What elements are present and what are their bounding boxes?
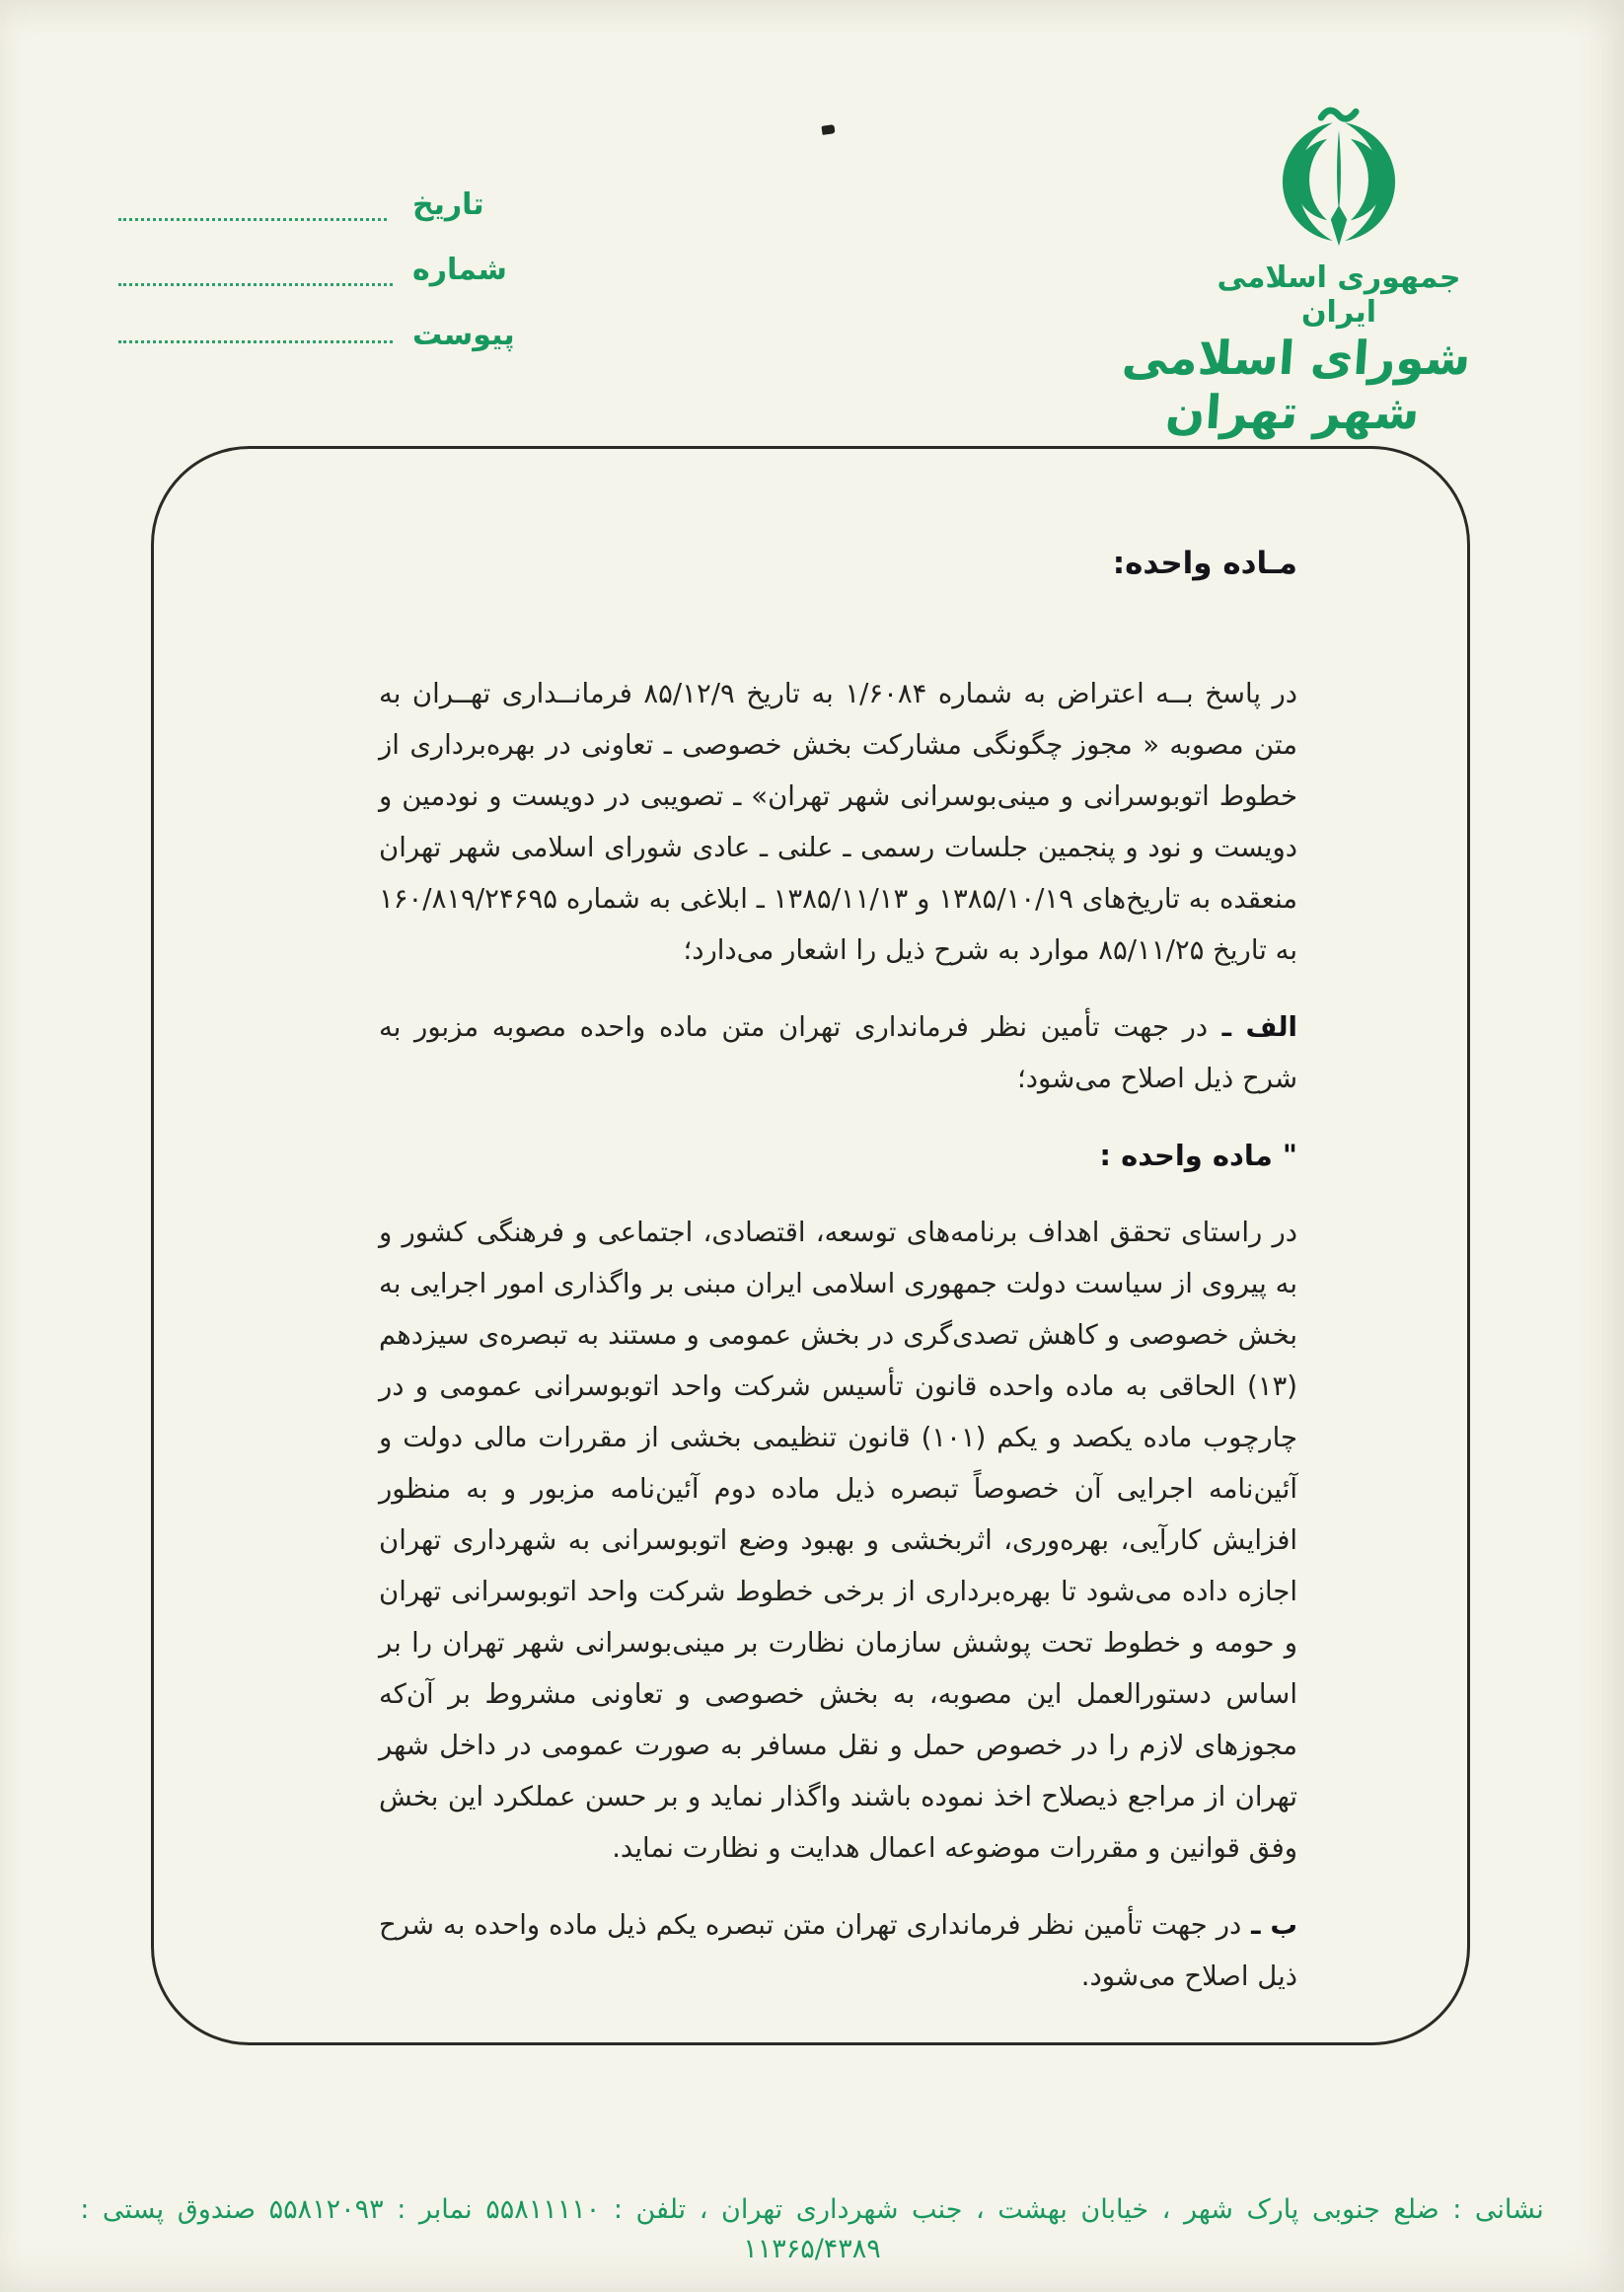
clause-be-paragraph — [379, 1899, 1297, 2002]
letter-body-frame — [151, 446, 1470, 2045]
organization-title: شورای اسلامی شهر تهران — [1120, 332, 1473, 440]
number-field-label: شماره — [412, 253, 507, 287]
attachment-field-label: پیوست — [412, 318, 515, 352]
date-field-label: تاریخ — [412, 187, 484, 222]
paragraph-text: در پاسخ بــه اعتراض به شماره ۱/۶۰۸۴ به تاریخ ۸۵/۱۲/۹ فرمانــداری تهــران به متن مصوبه « مجوز چگونگی مشارکت بخش خصوصی ـ تعاونی در بهره‌برداری از خطوط اتوبوسرانی و مینی‌بوسرانی شهر تهران» ـ تصویبی در دویست و نودمین و دویست و نود و پنجمین جلسات رسمی ـ علنی ـ عادی شورای اسلامی شهر تهران منعقده به تاریخ‌های ۱۳۸۵/۱۰/۱۹ و ۱۳۸۵/۱۱/۱۳ ـ ابلاغی به شماره ۱۶۰/۸۱۹/۲۴۶۹۵ به تاریخ ۸۵/۱۱/۲۵ موارد به شرح ذیل را اشعار می‌دارد؛ — [379, 678, 1298, 966]
single-article-paragraph — [379, 1207, 1297, 1874]
clause-alef-paragraph — [379, 1001, 1297, 1104]
resolution-heading: مـاده واحده: — [1112, 546, 1297, 581]
iran-emblem-icon — [1265, 95, 1413, 264]
attachment-field-line — [118, 340, 393, 343]
clause-be-text: در جهت تأمین نظر فرمانداری تهران متن تبصره یکم ذیل ماده واحده به شرح ذیل اصلاح می‌شود. — [379, 1909, 1297, 1992]
footer-contact-line: نشانی : ضلع جنوبی پارک شهر ، خیابان بهشت ، جنب شهرداری تهران ، تلفن : ۵۵۸۱۱۱۱۰ نمابر : ۵۵۸۱۲۰۹۳ صندوق پستی : ۱۱۳۶۵/۴۳۸۹ — [80, 2194, 1544, 2264]
paragraph-text: در راستای تحقق اهداف برنامه‌های توسعه، اقتصادی، اجتماعی و فرهنگی کشور و به پیروی از سیاست دولت جمهوری اسلامی ایران مبنی بر واگذاری امور اجرایی به بخش خصوصی و کاهش تصدی‌گری در بخش عمومی و مستند به تبصره‌ی سیزدهم (۱۳) الحاقی به ماده واحده قانون تأسیس شرکت واحد اتوبوسرانی عمومی و در چارچوب ماده یکصد و یکم (۱۰۱) قانون تنظیمی بخشی از مقررات مالی دولت و آئین‌نامه اجرایی آن خصوصاً تبصره ذیل ماده دوم آئین‌نامه مزبور و به منظور افزایش کارآیی، بهره‌وری، اثربخشی و بهبود وضع اتوبوسرانی به شهرداری تهران اجازه داده می‌شود تا بهره‌برداری از برخی خطوط شرکت واحد اتوبوسرانی تهران و حومه و خطوط تحت پوشش سازمان نظارت بر مینی‌بوسرانی شهر تهران را بر اساس دستورالعمل این مصوبه، به بخش خصوصی و تعاونی مشروط بر آن‌که مجوزهای لازم را در خصوص حمل و نقل مسافر به صورت عمومی در داخل شهر تهران از مراجع ذیصلاح اخذ نموده باشند واگذار نماید و بر حسن عملکرد این بخش وفق قوانین و مقررات موضوعه اعمال هدایت و نظارت نماید. — [379, 1217, 1297, 1864]
clause-be-lead: ب ـ — [1241, 1909, 1297, 1941]
scan-artifact — [821, 124, 835, 135]
single-article-subheading: " ماده واحده : — [1099, 1139, 1297, 1172]
country-title: جمهوری اسلامی ایران — [1217, 260, 1461, 330]
clause-alef-text: در جهت تأمین نظر فرمانداری تهران متن ماده واحده مصوبه مزبور به شرح ذیل اصلاح می‌شود؛ — [379, 1011, 1297, 1094]
clause-alef-lead: الف ـ — [1208, 1011, 1297, 1043]
intro-paragraph — [379, 668, 1297, 976]
letter-body-text — [154, 449, 1467, 2042]
number-field-line — [118, 283, 393, 286]
date-field-line — [118, 218, 387, 221]
